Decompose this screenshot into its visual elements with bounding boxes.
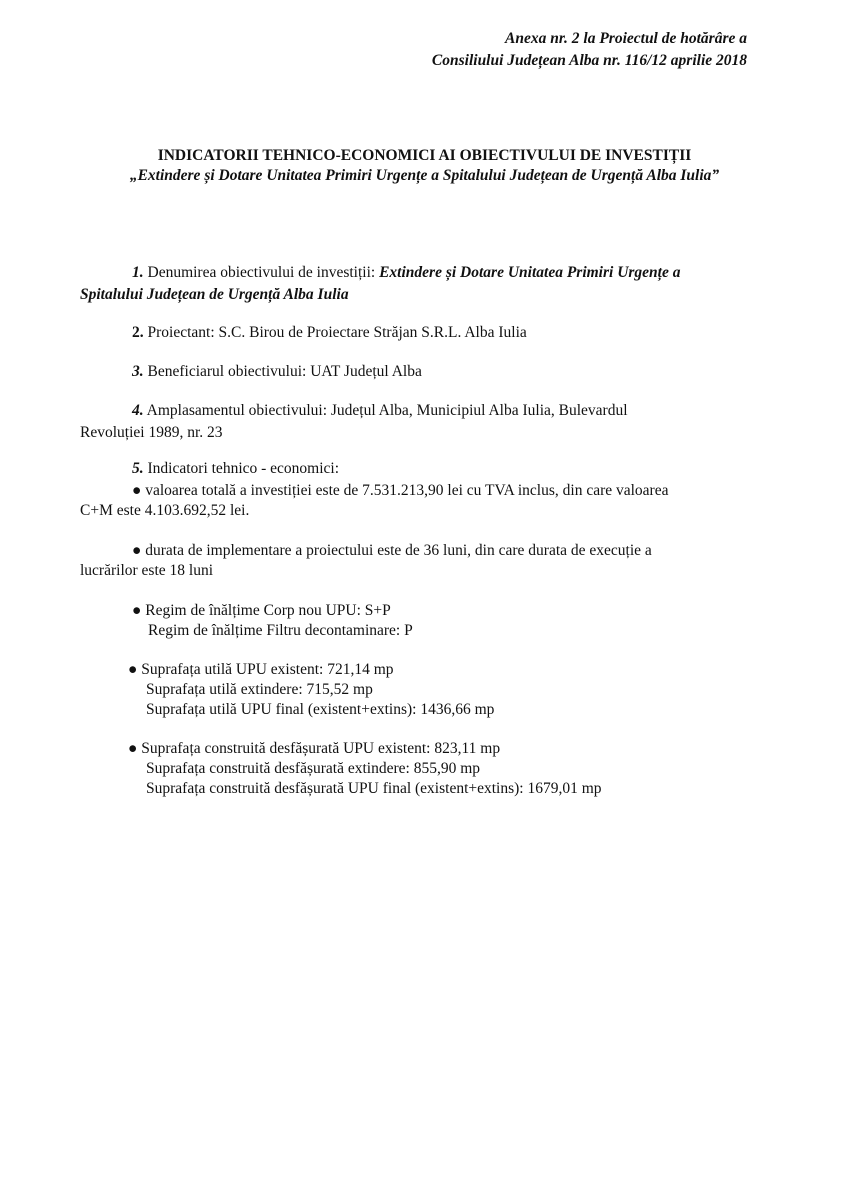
item-2-designer xyxy=(80,323,748,343)
duration-b: lucrărilor este 18 luni xyxy=(80,562,213,579)
built-area-existing-text: ● Suprafața construită desfășurată UPU existent: 823,11 mp xyxy=(128,740,501,757)
item-3-text: Beneficiarul obiectivului: UAT Județul Alba xyxy=(143,363,422,380)
item-4-location xyxy=(80,401,748,421)
item-4-text-a: Amplasamentul obiectivului: Județul Alba, Municipiul Alba Iulia, Bulevardul xyxy=(143,402,628,419)
height-regime-new xyxy=(80,601,748,621)
item-5-indicators xyxy=(80,459,748,479)
investment-value-b: C+M este 4.103.692,52 lei. xyxy=(80,502,250,519)
title-line-2: „Extindere și Dotare Unitatea Primiri Urgențe a Spitalului Județean de Urgență Alba Iulia” xyxy=(129,167,720,184)
built-area-final xyxy=(80,779,748,799)
built-area-final-text: Suprafața construită desfășurată UPU final (existent+extins): 1679,01 mp xyxy=(146,780,602,797)
item-4-text-b: Revoluției 1989, nr. 23 xyxy=(80,424,223,441)
item-1-label: Denumirea obiectivului de investiții: xyxy=(143,264,380,281)
built-area-existing xyxy=(80,739,748,759)
item-1-value-b: Spitalului Județean de Urgență Alba Iulia xyxy=(80,286,349,303)
item-4-continuation xyxy=(80,423,748,443)
item-1-objective-name xyxy=(80,263,748,283)
useful-area-existing xyxy=(80,660,748,680)
height-regime-new-text: ● Regim de înălțime Corp nou UPU: S+P xyxy=(132,602,391,619)
useful-area-extension-text: Suprafața utilă extindere: 715,52 mp xyxy=(146,681,373,698)
item-3-beneficiary xyxy=(80,362,748,382)
investment-value-line xyxy=(80,481,748,501)
annex-line-2: Consiliului Județean Alba nr. 116/12 aprilie 2018 xyxy=(431,52,747,69)
investment-value-a: ● valoarea totală a investiției este de 7.531.213,90 lei cu TVA inclus, din care valoarea xyxy=(132,482,669,499)
height-regime-filter-text: Regim de înălțime Filtru decontaminare: P xyxy=(148,622,413,639)
item-3-number: 3. xyxy=(132,363,144,380)
item-5-label: Indicatori tehnico - economici: xyxy=(143,460,340,477)
useful-area-final-text: Suprafața utilă UPU final (existent+extins): 1436,66 mp xyxy=(146,701,495,718)
title-line-1: INDICATORII TEHNICO-ECONOMICI AI OBIECTIVULUI DE INVESTIȚII xyxy=(157,147,692,164)
useful-area-extension xyxy=(80,680,748,700)
investment-value-continuation xyxy=(80,501,748,521)
item-5-number: 5. xyxy=(132,460,144,477)
useful-area-existing-text: ● Suprafața utilă UPU existent: 721,14 mp xyxy=(128,661,394,678)
item-2-number: 2. xyxy=(132,324,144,341)
item-1-continuation xyxy=(80,285,748,305)
useful-area-final xyxy=(80,700,748,720)
duration-a: ● durata de implementare a proiectului este de 36 luni, din care durata de execuție a xyxy=(132,542,652,559)
built-area-extension xyxy=(80,759,748,779)
item-1-value-a: Extindere și Dotare Unitatea Primiri Urgențe a xyxy=(379,264,681,281)
annex-line-1: Anexa nr. 2 la Proiectul de hotărâre a xyxy=(505,30,747,47)
built-area-extension-text: Suprafața construită desfășurată extindere: 855,90 mp xyxy=(146,760,480,777)
height-regime-filter xyxy=(80,621,748,641)
item-2-text: Proiectant: S.C. Birou de Proiectare Străjan S.R.L. Alba Iulia xyxy=(143,324,527,341)
annex-reference xyxy=(432,28,747,72)
item-4-number: 4. xyxy=(132,402,144,419)
duration-line xyxy=(80,541,748,561)
duration-continuation xyxy=(80,561,748,581)
item-1-number: 1. xyxy=(132,264,144,281)
document-title xyxy=(0,146,849,186)
